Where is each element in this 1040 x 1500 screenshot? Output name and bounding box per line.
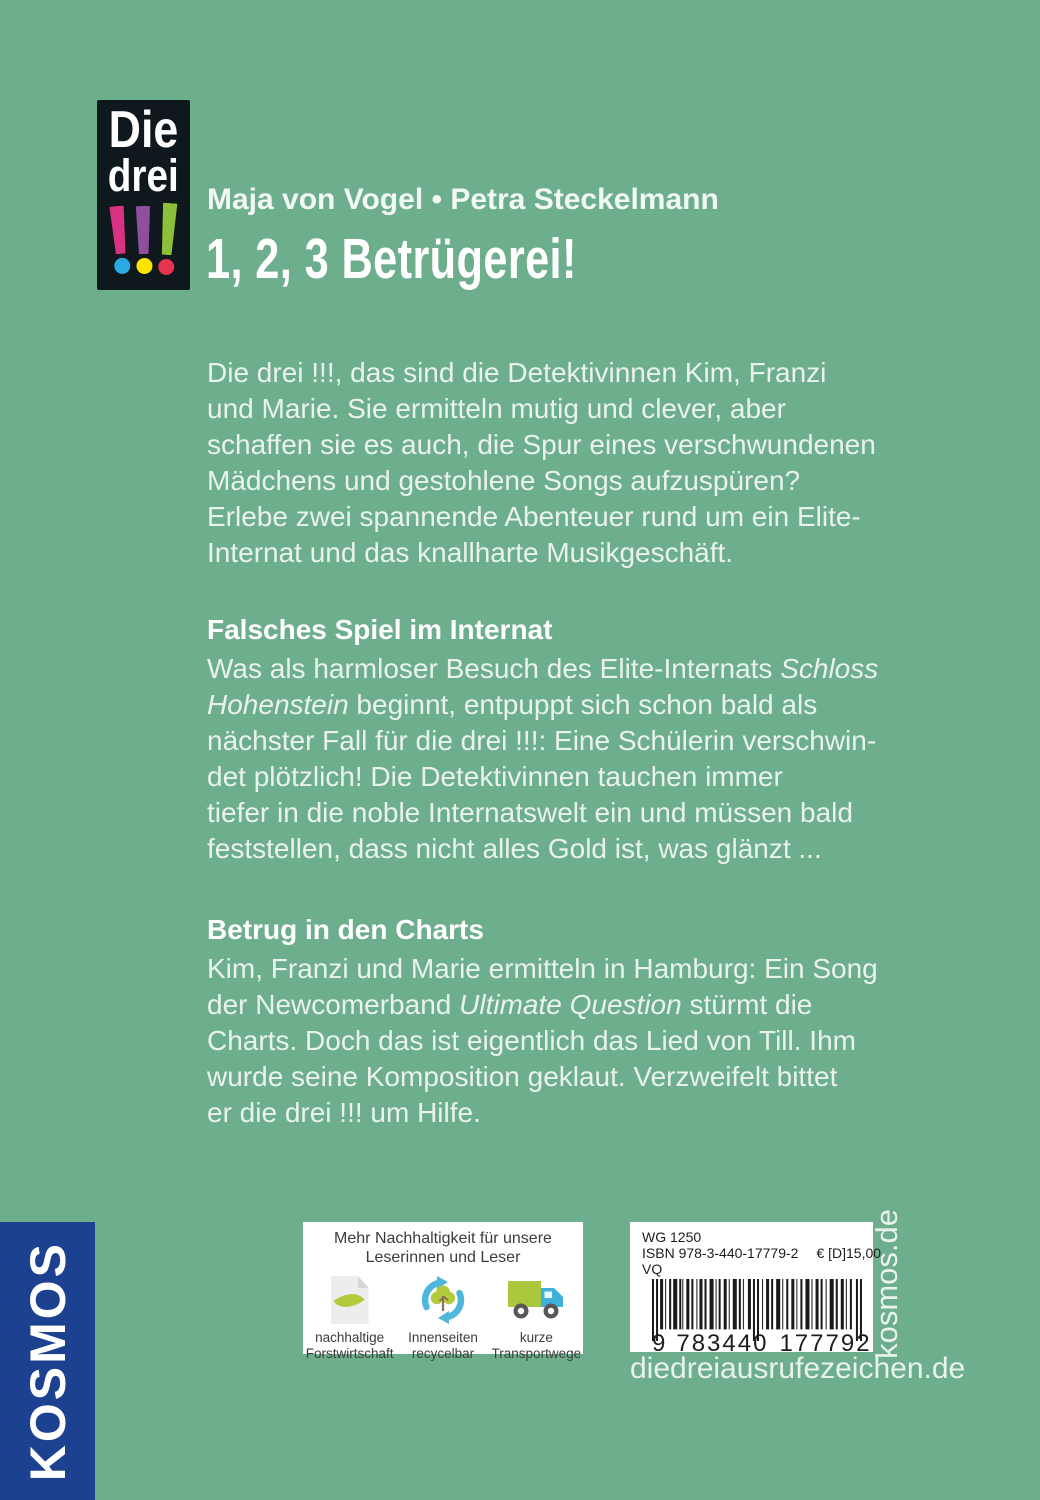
sustainability-box — [303, 1222, 583, 1361]
text-line: Mädchens und gestohlene Songs aufzuspüren? — [207, 465, 801, 496]
logo-word-drei: drei — [108, 150, 179, 201]
text-line: er die drei !!! um Hilfe. — [207, 1097, 481, 1128]
text-line: tiefer in die noble Internatswelt ein und müssen bald — [207, 797, 853, 828]
text-line: und Marie. Sie ermitteln mutig und clever, aber — [207, 393, 786, 424]
series-website: diedreiausrufezeichen.de — [630, 1352, 966, 1385]
barcode-box — [630, 1222, 882, 1357]
sustainability-title — [303, 1229, 583, 1267]
kosmos-logo-box — [0, 1222, 95, 1500]
text-line: schaffen sie es auch, die Spur eines verschwundenen — [207, 429, 876, 460]
paper-leaf-icon — [331, 1274, 369, 1326]
exclamation-dot-icon — [113, 257, 130, 274]
exclamation-mark-2 — [134, 206, 152, 274]
die-drei-logo — [97, 100, 190, 290]
exclamation-mark-1 — [108, 205, 131, 274]
logo-word-die: Die — [108, 101, 179, 159]
kosmos-website-text: kosmos.de — [869, 1209, 904, 1359]
sustainability-title-line: Leserinnen und Leser — [365, 1249, 521, 1266]
text-line: Hohenstein beginnt, entpuppt sich schon bald als — [207, 689, 818, 720]
isbn-price-line — [642, 1245, 882, 1261]
book-title-text: 1, 2, 3 Betrügerei! — [206, 227, 577, 291]
text-line: det plötzlich! Die Detektivinnen tauchen immer — [207, 761, 783, 792]
section-betrug-charts — [207, 912, 878, 1131]
text-line: Erlebe zwei spannende Abenteuer rund um ein Elite- — [207, 501, 861, 532]
section-paragraph — [207, 651, 878, 867]
text-line: Was als harmloser Besuch des Elite-Internats Schloss — [207, 653, 879, 684]
recycle-tree-icon — [417, 1274, 469, 1326]
exclamation-bar-icon — [158, 203, 179, 256]
text-line: Internat und das knallharte Musikgeschäft. — [207, 537, 734, 568]
sustainability-item-transport — [490, 1274, 583, 1362]
ean-digit-group-2: 177792 — [779, 1330, 872, 1357]
text-line: Kim, Franzi und Marie ermitteln in Hamburg: Ein Song — [207, 953, 878, 984]
sustainability-item-label: kurze Transportwege — [491, 1330, 582, 1361]
ean-digit-left: 9 — [652, 1330, 666, 1357]
exclamation-bar-icon — [134, 206, 152, 254]
ean-barcode — [652, 1279, 873, 1356]
delivery-truck-icon — [506, 1274, 566, 1326]
exclamation-dot-icon — [136, 258, 152, 274]
authors-line: Maja von Vogel • Petra Steckelmann — [207, 183, 719, 216]
sustainability-item-label: Innenseiten recycelbar — [408, 1330, 478, 1361]
price: € [D]15,00 — [816, 1245, 882, 1261]
text-line: feststellen, dass nicht alles Gold ist, was glänzt ... — [207, 833, 822, 864]
exclamation-marks — [111, 206, 176, 278]
sustainability-title-line: Mehr Nachhaltigkeit für unsere — [334, 1230, 552, 1247]
wg-number: WG 1250 — [642, 1229, 702, 1245]
vq-code: VQ — [642, 1261, 663, 1277]
section-heading: Betrug in den Charts — [207, 914, 484, 945]
isbn-number: ISBN 978-3-440-17779-2 — [642, 1245, 799, 1261]
text-line: wurde seine Komposition geklaut. Verzweifelt bittet — [207, 1061, 838, 1092]
ean-digit-group-1: 783440 — [676, 1330, 769, 1357]
text-line: der Newcomerband Ultimate Question stürmt die — [207, 989, 813, 1020]
sustainability-item-recyclable — [396, 1274, 489, 1362]
intro-paragraph — [207, 355, 876, 571]
kosmos-website-vertical — [869, 1209, 905, 1359]
exclamation-mark-3 — [157, 203, 179, 276]
sustainability-item-forest — [303, 1274, 396, 1362]
sustainability-items — [303, 1274, 583, 1362]
sustainability-item-label: nachhaltige Forstwirtschaft — [305, 1330, 394, 1361]
section-falsches-spiel — [207, 612, 878, 867]
exclamation-dot-icon — [157, 258, 174, 275]
exclamation-bar-icon — [108, 205, 129, 254]
text-line: Charts. Doch das ist eigentlich das Lied von Till. Ihm — [207, 1025, 856, 1056]
text-line: Die drei !!!, das sind die Detektivinnen Kim, Franzi — [207, 357, 827, 388]
section-paragraph — [207, 951, 878, 1131]
section-heading: Falsches Spiel im Internat — [207, 614, 553, 645]
text-line: nächster Fall für die drei !!!: Eine Schülerin verschwin- — [207, 725, 877, 756]
book-title — [206, 226, 694, 292]
kosmos-logo-text: KOSMOS — [19, 1240, 76, 1482]
